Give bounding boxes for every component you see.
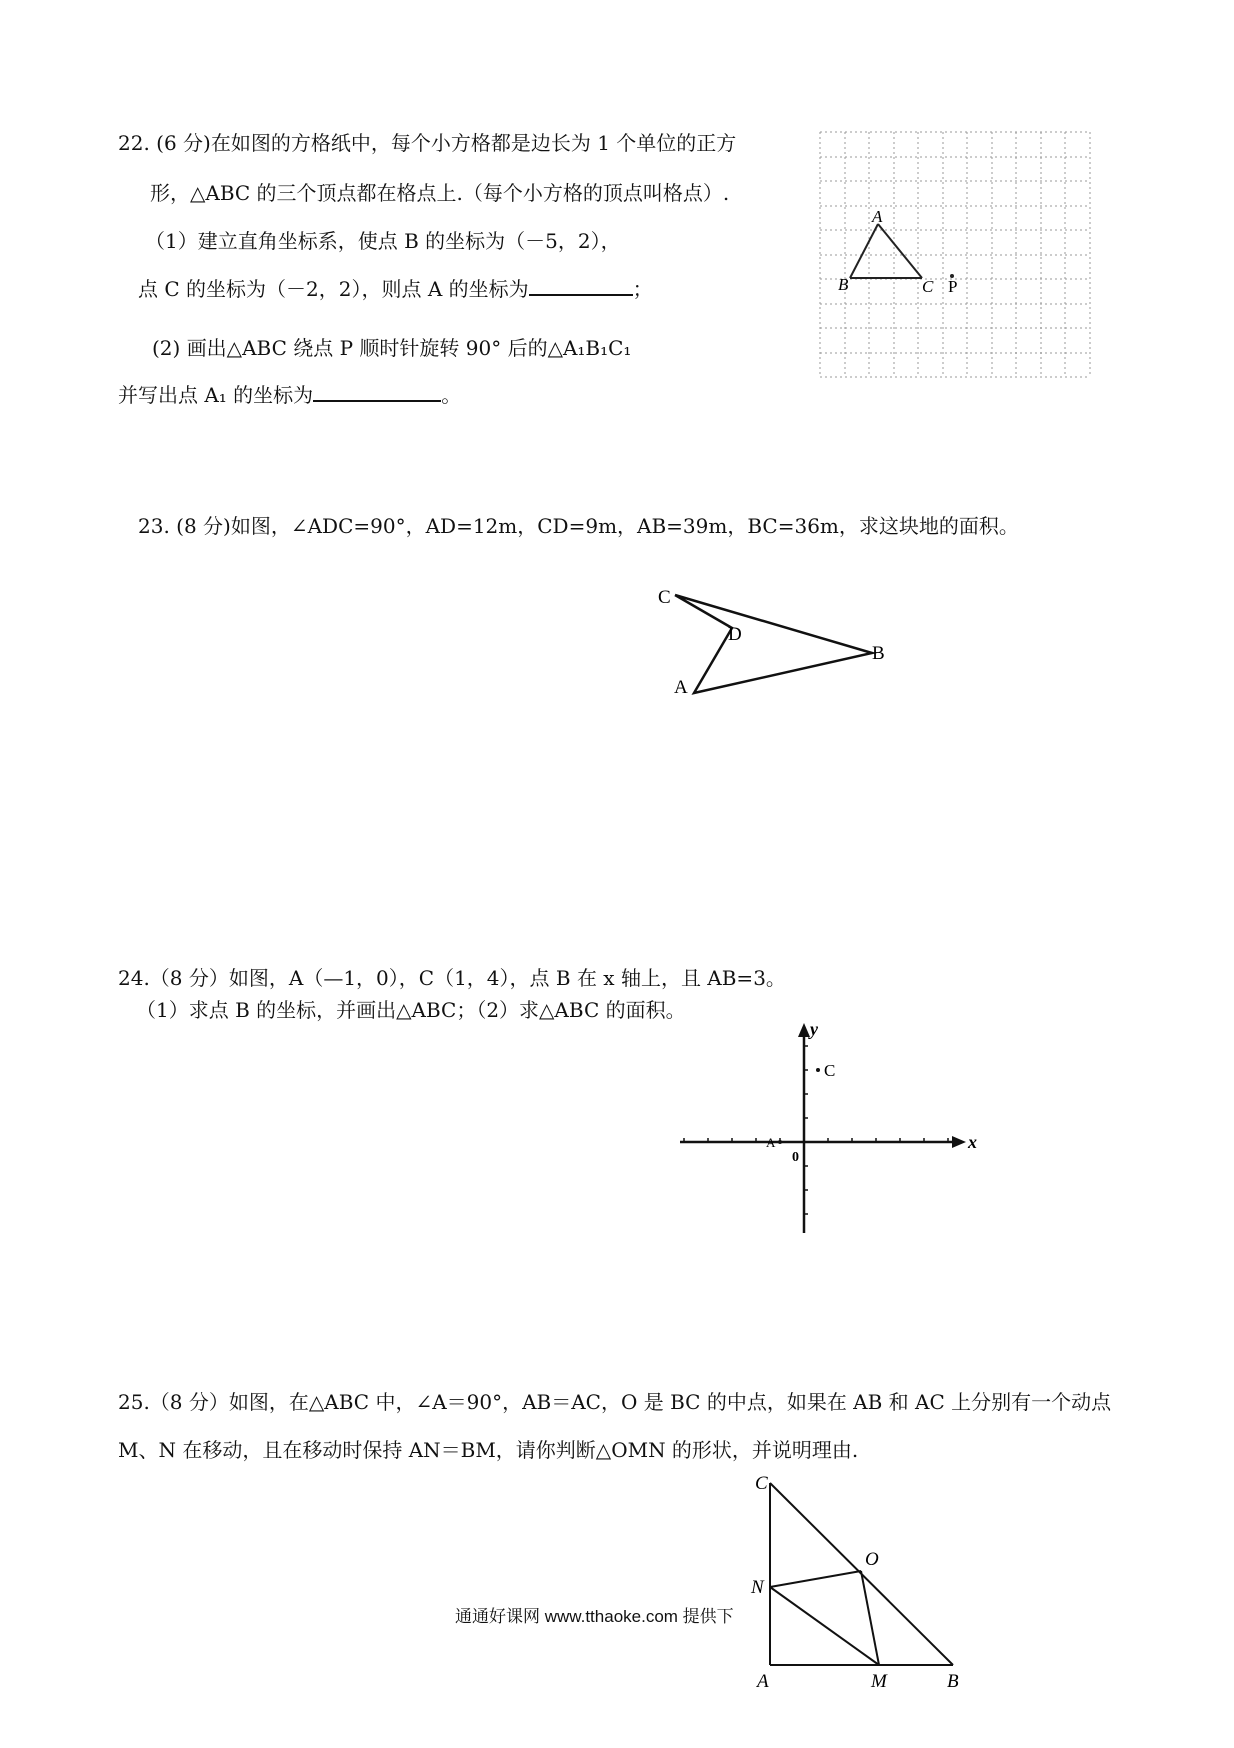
q24-coordinate-figure [670,1015,990,1240]
q22-line3: （1）建立直角坐标系，使点 B 的坐标为（－5，2）， [145,229,621,253]
label-m: M [871,1671,887,1692]
q22-grid-figure [820,132,1100,380]
axis-ticks [684,1046,948,1214]
label-b: B [838,275,849,294]
label-x: x [968,1132,977,1152]
q22-line1: 22. (6 分)在如图的方格纸中，每个小方格都是边长为 1 个单位的正方 [118,131,737,155]
q24-line1: 24.（8 分）如图，A（—1，0），C（1，4），点 B 在 x 轴上，且 AB=3。 [118,966,786,990]
label-p: P [948,277,958,296]
label-a: A [872,207,883,226]
point-c [816,1068,820,1072]
q23-line1: 23. (8 分)如图，∠ADC=90°，AD=12m，CD=9m，AB=39m，BC=36m，求这块地的面积。 [138,514,1019,538]
label-a: A [757,1671,769,1692]
label-origin: 0 [792,1150,799,1165]
label-o: O [865,1549,879,1570]
q25-line2: M、N 在移动，且在移动时保持 AN＝BM，请你判断△OMN 的形状，并说明理由. [118,1438,859,1462]
answer-blank-a[interactable] [529,294,633,296]
label-a: A [674,677,688,698]
label-c: C [658,587,671,608]
q24-line2: （1）求点 B 的坐标，并画出△ABC；（2）求△ABC 的面积。 [136,998,686,1022]
label-b: B [947,1671,959,1692]
label-c: C [824,1061,836,1080]
label-d: D [728,624,742,645]
label-a: A [766,1135,776,1150]
q22-line5: (2) 画出△ABC 绕点 P 顺时针旋转 90° 后的△A₁B₁C₁ [152,336,632,360]
label-b: B [872,643,885,664]
q22-line4 [138,276,653,302]
grid-lines [820,132,1090,377]
q22-line6 [118,382,461,408]
q22-line6-end: 。 [441,383,462,407]
q22-line4-end: ； [632,277,653,301]
y-axis-arrow [798,1023,810,1037]
q22-line2: 形，△ABC 的三个顶点都在格点上.（每个小方格的顶点叫格点）. [150,181,730,205]
q22-line4-text: 点 C 的坐标为（－2，2），则点 A 的坐标为 [138,277,529,301]
footer-watermark: 通通好课网 www.tthaoke.com 提供下 [455,1604,734,1630]
q23-figure [650,585,910,700]
q22-line6-text: 并写出点 A₁ 的坐标为 [118,383,314,407]
label-n: N [751,1577,764,1598]
point-a [778,1140,782,1144]
answer-blank-a1[interactable] [313,400,441,402]
q25-line1: 25.（8 分）如图，在△ABC 中，∠A＝90°，AB＝AC，O 是 BC 的中点，如果在 AB 和 AC 上分别有一个动点 [118,1390,1112,1414]
label-y: y [810,1019,818,1039]
x-axis-arrow [952,1136,966,1148]
label-c: C [922,277,934,296]
q25-figure [745,1465,975,1700]
label-c: C [755,1473,768,1494]
